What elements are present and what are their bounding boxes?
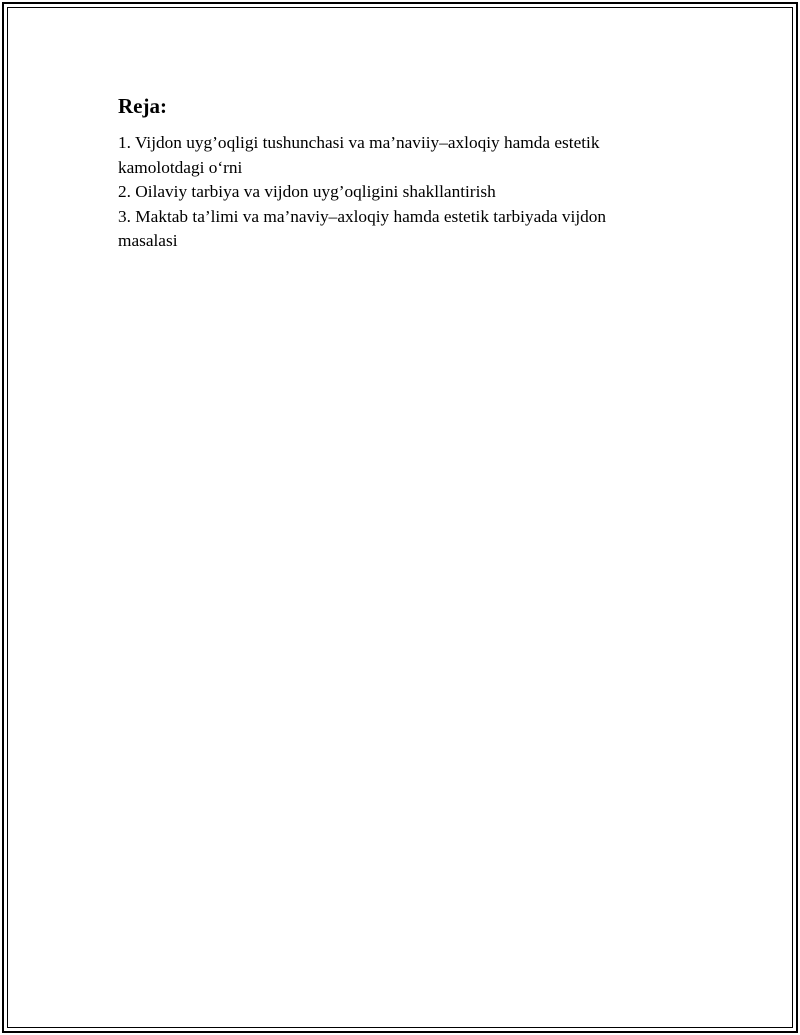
plan-item-1: 1. Vijdon uyg’oqligi tushunchasi va ma’naviiy–axloqiy hamda estetik kamolotdagi o‘rni (118, 133, 600, 177)
plan-title: Reja: (118, 94, 167, 118)
plan-item-2: 2. Oilaviy tarbiya va vijdon uyg’oqligini shakllantirish (118, 182, 496, 201)
document-content (118, 93, 658, 254)
plan-item-3: 3. Maktab ta’limi va ma’naviy–axloqiy hamda estetik tarbiyada vijdon masalasi (118, 206, 607, 250)
plan-list (118, 131, 658, 254)
